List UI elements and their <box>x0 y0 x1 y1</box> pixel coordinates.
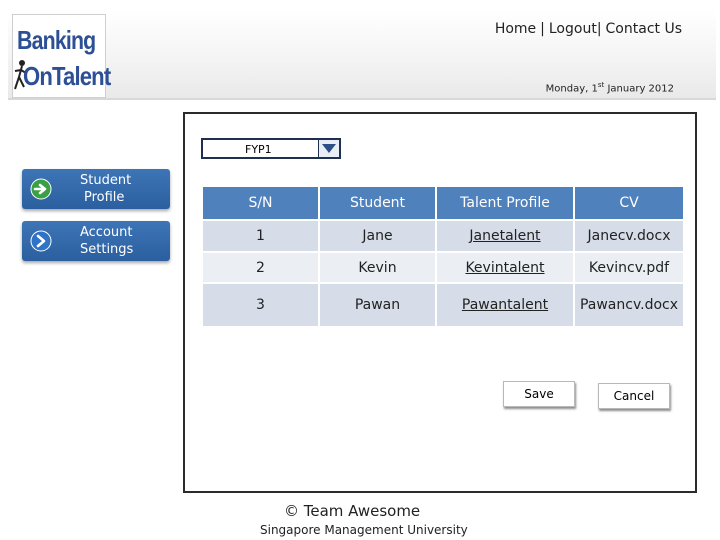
chevron-right-icon <box>30 230 52 252</box>
cell-talent-profile <box>437 221 573 251</box>
table-row <box>203 221 683 251</box>
cell-sn: 1 <box>203 221 318 251</box>
sidebar-item-label: Student Profile <box>80 173 132 205</box>
cell-talent-profile <box>437 253 573 282</box>
column-header-sn: S/N <box>203 187 318 219</box>
talent-profile-link[interactable]: Pawantalent <box>461 297 549 313</box>
dropdown-arrow-icon[interactable] <box>318 140 339 157</box>
talent-profile-link[interactable]: Janetalent <box>469 228 541 244</box>
sidebar-item-label: Account Settings <box>80 225 134 257</box>
university-text: Singapore Management University <box>260 523 468 537</box>
logo-text-ontalent: OnTalent <box>23 61 111 91</box>
nav-separator: | <box>596 21 602 37</box>
cell-sn: 3 <box>203 284 318 326</box>
copyright-text: © Team Awesome <box>284 502 421 520</box>
project-select-value: FYP1 <box>245 143 272 156</box>
nav-separator: | <box>540 21 545 37</box>
cell-talent-profile <box>437 284 573 326</box>
nav-logout-link[interactable]: Logout <box>548 21 597 37</box>
nav-contact-link[interactable]: Contact Us <box>605 21 682 37</box>
table-row <box>203 284 683 326</box>
cell-student: Pawan <box>320 284 435 326</box>
column-header-cv: CV <box>575 187 683 219</box>
banking-on-talent-logo[interactable] <box>12 14 111 98</box>
cancel-button[interactable]: Cancel <box>598 383 670 409</box>
cell-sn: 2 <box>203 253 318 282</box>
sidebar-item-account-settings[interactable] <box>22 221 170 261</box>
nav-home-link[interactable]: Home <box>494 21 537 37</box>
students-table <box>201 185 685 328</box>
current-date: Monday, 1st January 2012 <box>545 81 674 95</box>
table-header-row <box>203 187 683 219</box>
talent-profile-link[interactable]: Kevintalent <box>465 259 545 276</box>
cell-student: Kevin <box>320 253 435 282</box>
logo-text-banking: Banking <box>17 25 96 55</box>
cell-cv: Pawancv.docx <box>575 284 683 326</box>
cell-cv: Kevincv.pdf <box>575 253 683 282</box>
header <box>8 10 716 100</box>
arrow-right-icon <box>30 178 52 200</box>
project-select[interactable] <box>201 138 341 159</box>
column-header-student: Student <box>320 187 435 219</box>
top-nav <box>495 21 682 37</box>
sidebar-item-student-profile[interactable] <box>22 169 170 209</box>
column-header-talent-profile: Talent Profile <box>437 187 573 219</box>
table-row <box>203 253 683 282</box>
cell-cv: Janecv.docx <box>575 221 683 251</box>
save-button[interactable]: Save <box>503 381 575 407</box>
cell-student: Jane <box>320 221 435 251</box>
